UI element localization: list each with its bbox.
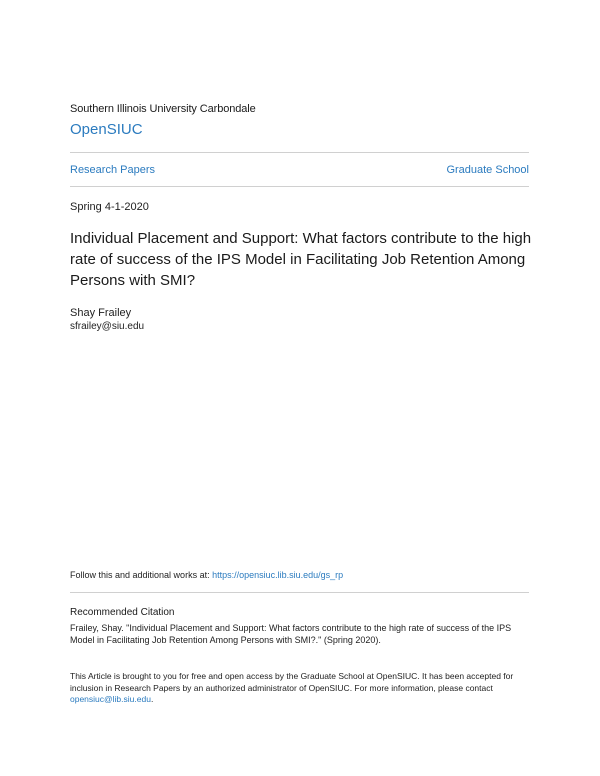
follow-text: Follow this and additional works at: — [70, 570, 213, 580]
breadcrumb-research-papers[interactable]: Research Papers — [70, 164, 155, 176]
divider-citation — [70, 592, 529, 593]
contact-email-link[interactable]: opensiuc@lib.siu.edu — [70, 694, 151, 704]
divider-breadcrumb — [70, 186, 529, 187]
citation-text: Frailey, Shay. "Individual Placement and Support: What factors contribute to the high rate of success of the IPS Model in Facilitating Job Retention Among Persons with SMI?." (Spring 2020). — [70, 623, 512, 645]
publication-date: Spring 4-1-2020 — [70, 201, 149, 213]
access-end: . — [150, 694, 154, 704]
access-statement — [70, 671, 535, 706]
follow-line — [70, 570, 343, 580]
citation-heading: Recommended Citation — [70, 607, 175, 618]
author-email: sfrailey@siu.edu — [70, 321, 145, 332]
access-text: This Article is brought to you for free and open access by the Graduate School at OpenSIUC. It has been accepted for inclusion in Research Papers by an authorized administrator of OpenSIUC. For more information, please contact — [70, 671, 514, 693]
author-name: Shay Frailey — [70, 307, 132, 319]
paper-title: Individual Placement and Support: What factors contribute to the high rate of success of the IPS Model in Facilitating Job Retention Among Persons with SMI? — [70, 230, 532, 289]
breadcrumb-graduate-school[interactable]: Graduate School — [446, 164, 529, 176]
follow-link[interactable]: https://opensiuc.lib.siu.edu/gs_rp — [212, 570, 344, 580]
divider-top — [70, 152, 529, 153]
institution-name: Southern Illinois University Carbondale — [70, 103, 256, 115]
repository-link[interactable]: OpenSIUC — [70, 121, 143, 138]
